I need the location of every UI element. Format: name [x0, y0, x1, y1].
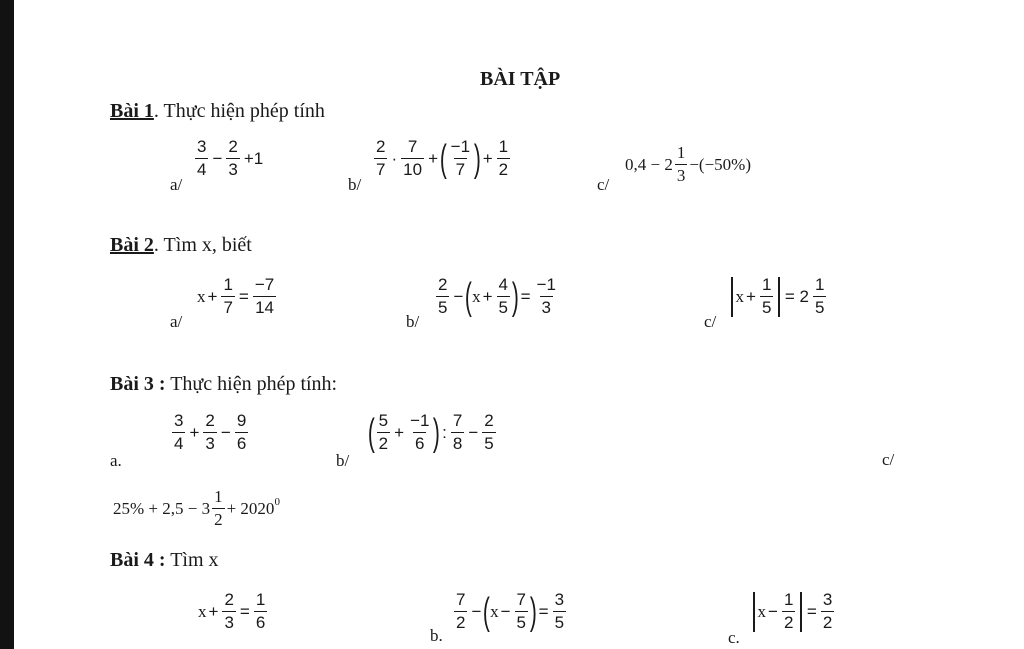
bai3-b-label: b/ — [336, 451, 350, 470]
bai2-a-label: a/ — [170, 312, 183, 331]
math-operator: = — [538, 601, 549, 621]
fraction — [254, 589, 267, 634]
absolute-value-bar — [753, 592, 755, 632]
fraction-numerator: 1 — [255, 590, 266, 609]
fraction — [813, 274, 826, 319]
bai2-heading — [110, 233, 252, 257]
fraction-denominator: 10 — [403, 160, 423, 179]
fraction-denominator: 8 — [452, 434, 463, 453]
math-term: x — [757, 601, 766, 621]
fraction-denominator: 2 — [783, 613, 794, 632]
left-dark-border — [0, 0, 14, 649]
fraction-numerator: −1 — [536, 275, 556, 294]
math-operator: − — [768, 601, 778, 621]
math-operator: − — [500, 601, 511, 621]
math-operator: + — [746, 286, 756, 306]
bai1-c-expression — [625, 142, 751, 187]
math-term: x — [490, 601, 499, 621]
fraction — [235, 410, 248, 455]
fraction-numerator: 3 — [197, 137, 207, 156]
fraction-numerator: 3 — [174, 411, 184, 430]
fraction-numerator: 1 — [498, 137, 509, 156]
fraction-numerator: 1 — [783, 590, 794, 609]
fraction — [675, 142, 688, 187]
bai4-label: Bài 4 : — [110, 549, 166, 571]
fraction-numerator: 1 — [761, 275, 772, 294]
fraction — [515, 589, 528, 634]
bai2-text: . Tìm x, biết — [153, 234, 252, 256]
fraction — [172, 410, 185, 455]
fraction — [553, 589, 566, 634]
fraction — [377, 410, 390, 455]
bai4-a-expression — [198, 589, 269, 634]
math-operator: + — [394, 422, 405, 442]
fraction-numerator: 3 — [554, 590, 565, 609]
math-term: x — [197, 286, 206, 306]
fraction-denominator: 7 — [223, 298, 233, 317]
fraction-denominator: 4 — [174, 434, 184, 453]
fraction — [436, 274, 449, 319]
fraction-denominator: 2 — [214, 510, 223, 529]
fraction-denominator: 5 — [815, 298, 825, 317]
bai1-a-expression — [193, 136, 265, 181]
math-operator: = — [520, 286, 531, 306]
exponent: 0 — [274, 495, 280, 508]
fraction-numerator: 1 — [815, 275, 825, 294]
fraction-numerator: 1 — [676, 143, 686, 162]
absolute-value-bar — [778, 277, 780, 317]
fraction-numerator: 1 — [223, 275, 233, 294]
math-operator: + — [207, 286, 218, 306]
math-term: −(−50%) — [689, 154, 752, 174]
math-operator: − — [453, 286, 464, 306]
fraction-numerator: 4 — [498, 275, 508, 294]
bai1-b-label: b/ — [348, 175, 362, 194]
fraction-numerator: 7 — [452, 411, 463, 430]
fraction-numerator: 9 — [236, 411, 247, 430]
math-operator: − — [212, 148, 223, 168]
fraction — [451, 410, 464, 455]
parenthesis: ) — [473, 137, 481, 180]
bai1-b-expression — [372, 136, 512, 181]
math-term: x — [198, 601, 207, 621]
parenthesis: ) — [529, 590, 537, 633]
math-operator: = 2 — [784, 286, 810, 306]
math-operator: +1 — [243, 148, 264, 168]
fraction-denominator: 6 — [255, 613, 266, 632]
math-term: x — [735, 286, 744, 306]
fraction-denominator: 5 — [516, 613, 526, 632]
math-operator: + — [482, 286, 493, 306]
bai2-b-expression — [434, 274, 560, 319]
fraction-denominator: 2 — [378, 434, 389, 453]
fraction — [782, 589, 795, 634]
bai2-c-expression — [728, 274, 828, 319]
parenthesis: ( — [367, 411, 375, 454]
absolute-value-bar — [731, 277, 733, 317]
math-operator: : — [442, 422, 447, 442]
bai4-b-expression — [452, 589, 568, 634]
fraction-denominator: 14 — [255, 298, 274, 317]
math-operator: + — [208, 601, 219, 621]
fraction — [212, 486, 225, 531]
fraction-numerator: 2 — [376, 137, 386, 156]
math-operator: = — [806, 601, 817, 621]
fraction-denominator: 5 — [438, 298, 448, 317]
fraction-denominator: 3 — [228, 160, 238, 179]
math-operator: = — [239, 601, 250, 621]
fraction — [497, 136, 510, 181]
fraction — [221, 274, 234, 319]
fraction — [253, 274, 276, 319]
fraction-denominator: 2 — [822, 613, 833, 632]
fraction-denominator: 7 — [455, 160, 466, 179]
parenthesis: ( — [439, 137, 447, 180]
math-term: x — [472, 286, 481, 306]
bai4-text: Tìm x — [170, 549, 219, 571]
fraction-numerator: 1 — [214, 487, 223, 506]
fraction-numerator: 7 — [516, 590, 526, 609]
fraction-numerator: 7 — [456, 590, 466, 609]
fraction — [203, 410, 216, 455]
bai2-b-label: b/ — [406, 312, 420, 331]
bai1-text: . Thực hiện phép tính — [153, 100, 325, 122]
fraction-numerator: −7 — [254, 275, 275, 294]
fraction-numerator: 2 — [224, 590, 234, 609]
absolute-value-bar — [800, 592, 802, 632]
fraction — [454, 589, 467, 634]
bai2-label: Bài 2 — [110, 234, 154, 256]
page-title: BÀI TẬP — [480, 68, 561, 90]
math-term: 0,4 − 2 — [625, 154, 673, 174]
fraction-denominator: 3 — [676, 166, 686, 185]
fraction-numerator: 2 — [228, 137, 238, 156]
fraction-denominator: 2 — [456, 613, 466, 632]
fraction — [760, 274, 773, 319]
fraction-denominator: 2 — [498, 160, 509, 179]
fraction — [497, 274, 510, 319]
fraction — [195, 136, 208, 181]
fraction — [821, 589, 834, 634]
bai3-heading — [110, 372, 337, 396]
parenthesis: ( — [465, 275, 473, 318]
fraction — [374, 136, 387, 181]
fraction — [482, 410, 495, 455]
bai3-c-label: c/ — [882, 450, 895, 469]
fraction-denominator: 5 — [498, 298, 508, 317]
bai2-c-label: c/ — [704, 312, 717, 331]
fraction-denominator: 6 — [415, 434, 425, 453]
math-operator: · — [391, 148, 398, 168]
bai1-label: Bài 1 — [110, 100, 154, 122]
fraction-denominator: 3 — [541, 298, 551, 317]
bai3-a-label: a. — [110, 451, 122, 470]
math-operator: + — [482, 148, 493, 168]
bai3-a-expression — [170, 410, 250, 455]
bai1-heading — [110, 99, 325, 123]
math-operator: + — [428, 148, 438, 168]
fraction — [401, 136, 424, 181]
fraction — [226, 136, 239, 181]
fraction-numerator: 2 — [484, 411, 494, 430]
fraction-numerator: 5 — [378, 411, 389, 430]
fraction-numerator: 3 — [822, 590, 833, 609]
fraction-denominator: 5 — [484, 434, 494, 453]
fraction-numerator: 7 — [407, 137, 418, 156]
fraction — [408, 410, 431, 455]
parenthesis: ( — [483, 590, 491, 633]
fraction-denominator: 5 — [761, 298, 772, 317]
fraction-denominator: 7 — [376, 160, 386, 179]
bai1-a-label: a/ — [170, 175, 183, 194]
math-operator: = — [238, 286, 249, 306]
fraction — [222, 589, 235, 634]
fraction — [535, 274, 558, 319]
fraction-numerator: −1 — [410, 411, 430, 430]
bai3-c-expression — [113, 486, 280, 531]
fraction-denominator: 3 — [224, 613, 234, 632]
fraction-numerator: 2 — [205, 411, 215, 430]
fraction-denominator: 5 — [554, 613, 565, 632]
math-operator: + — [189, 422, 200, 442]
parenthesis: ) — [511, 275, 519, 318]
parenthesis: ) — [433, 411, 441, 454]
bai4-b-label: b. — [430, 626, 443, 645]
bai1-c-label: c/ — [597, 175, 610, 194]
bai3-b-expression — [368, 410, 498, 455]
math-operator: − — [220, 422, 231, 442]
bai2-a-expression — [197, 274, 278, 319]
math-operator: − — [468, 422, 479, 442]
fraction-denominator: 6 — [236, 434, 247, 453]
math-term: + 2020 — [226, 498, 275, 518]
bai4-c-expression — [750, 589, 836, 634]
bai4-heading — [110, 548, 219, 572]
fraction-numerator: 2 — [438, 275, 448, 294]
math-operator: − — [471, 601, 482, 621]
fraction-denominator: 3 — [205, 434, 215, 453]
math-term: 25% + 2,5 − 3 — [113, 498, 211, 518]
bai4-c-label: c. — [728, 628, 740, 647]
fraction — [449, 136, 472, 181]
bai3-label: Bài 3 : — [110, 373, 166, 395]
bai3-text: Thực hiện phép tính: — [170, 373, 338, 395]
fraction-numerator: −1 — [450, 137, 471, 156]
fraction-denominator: 4 — [197, 160, 207, 179]
